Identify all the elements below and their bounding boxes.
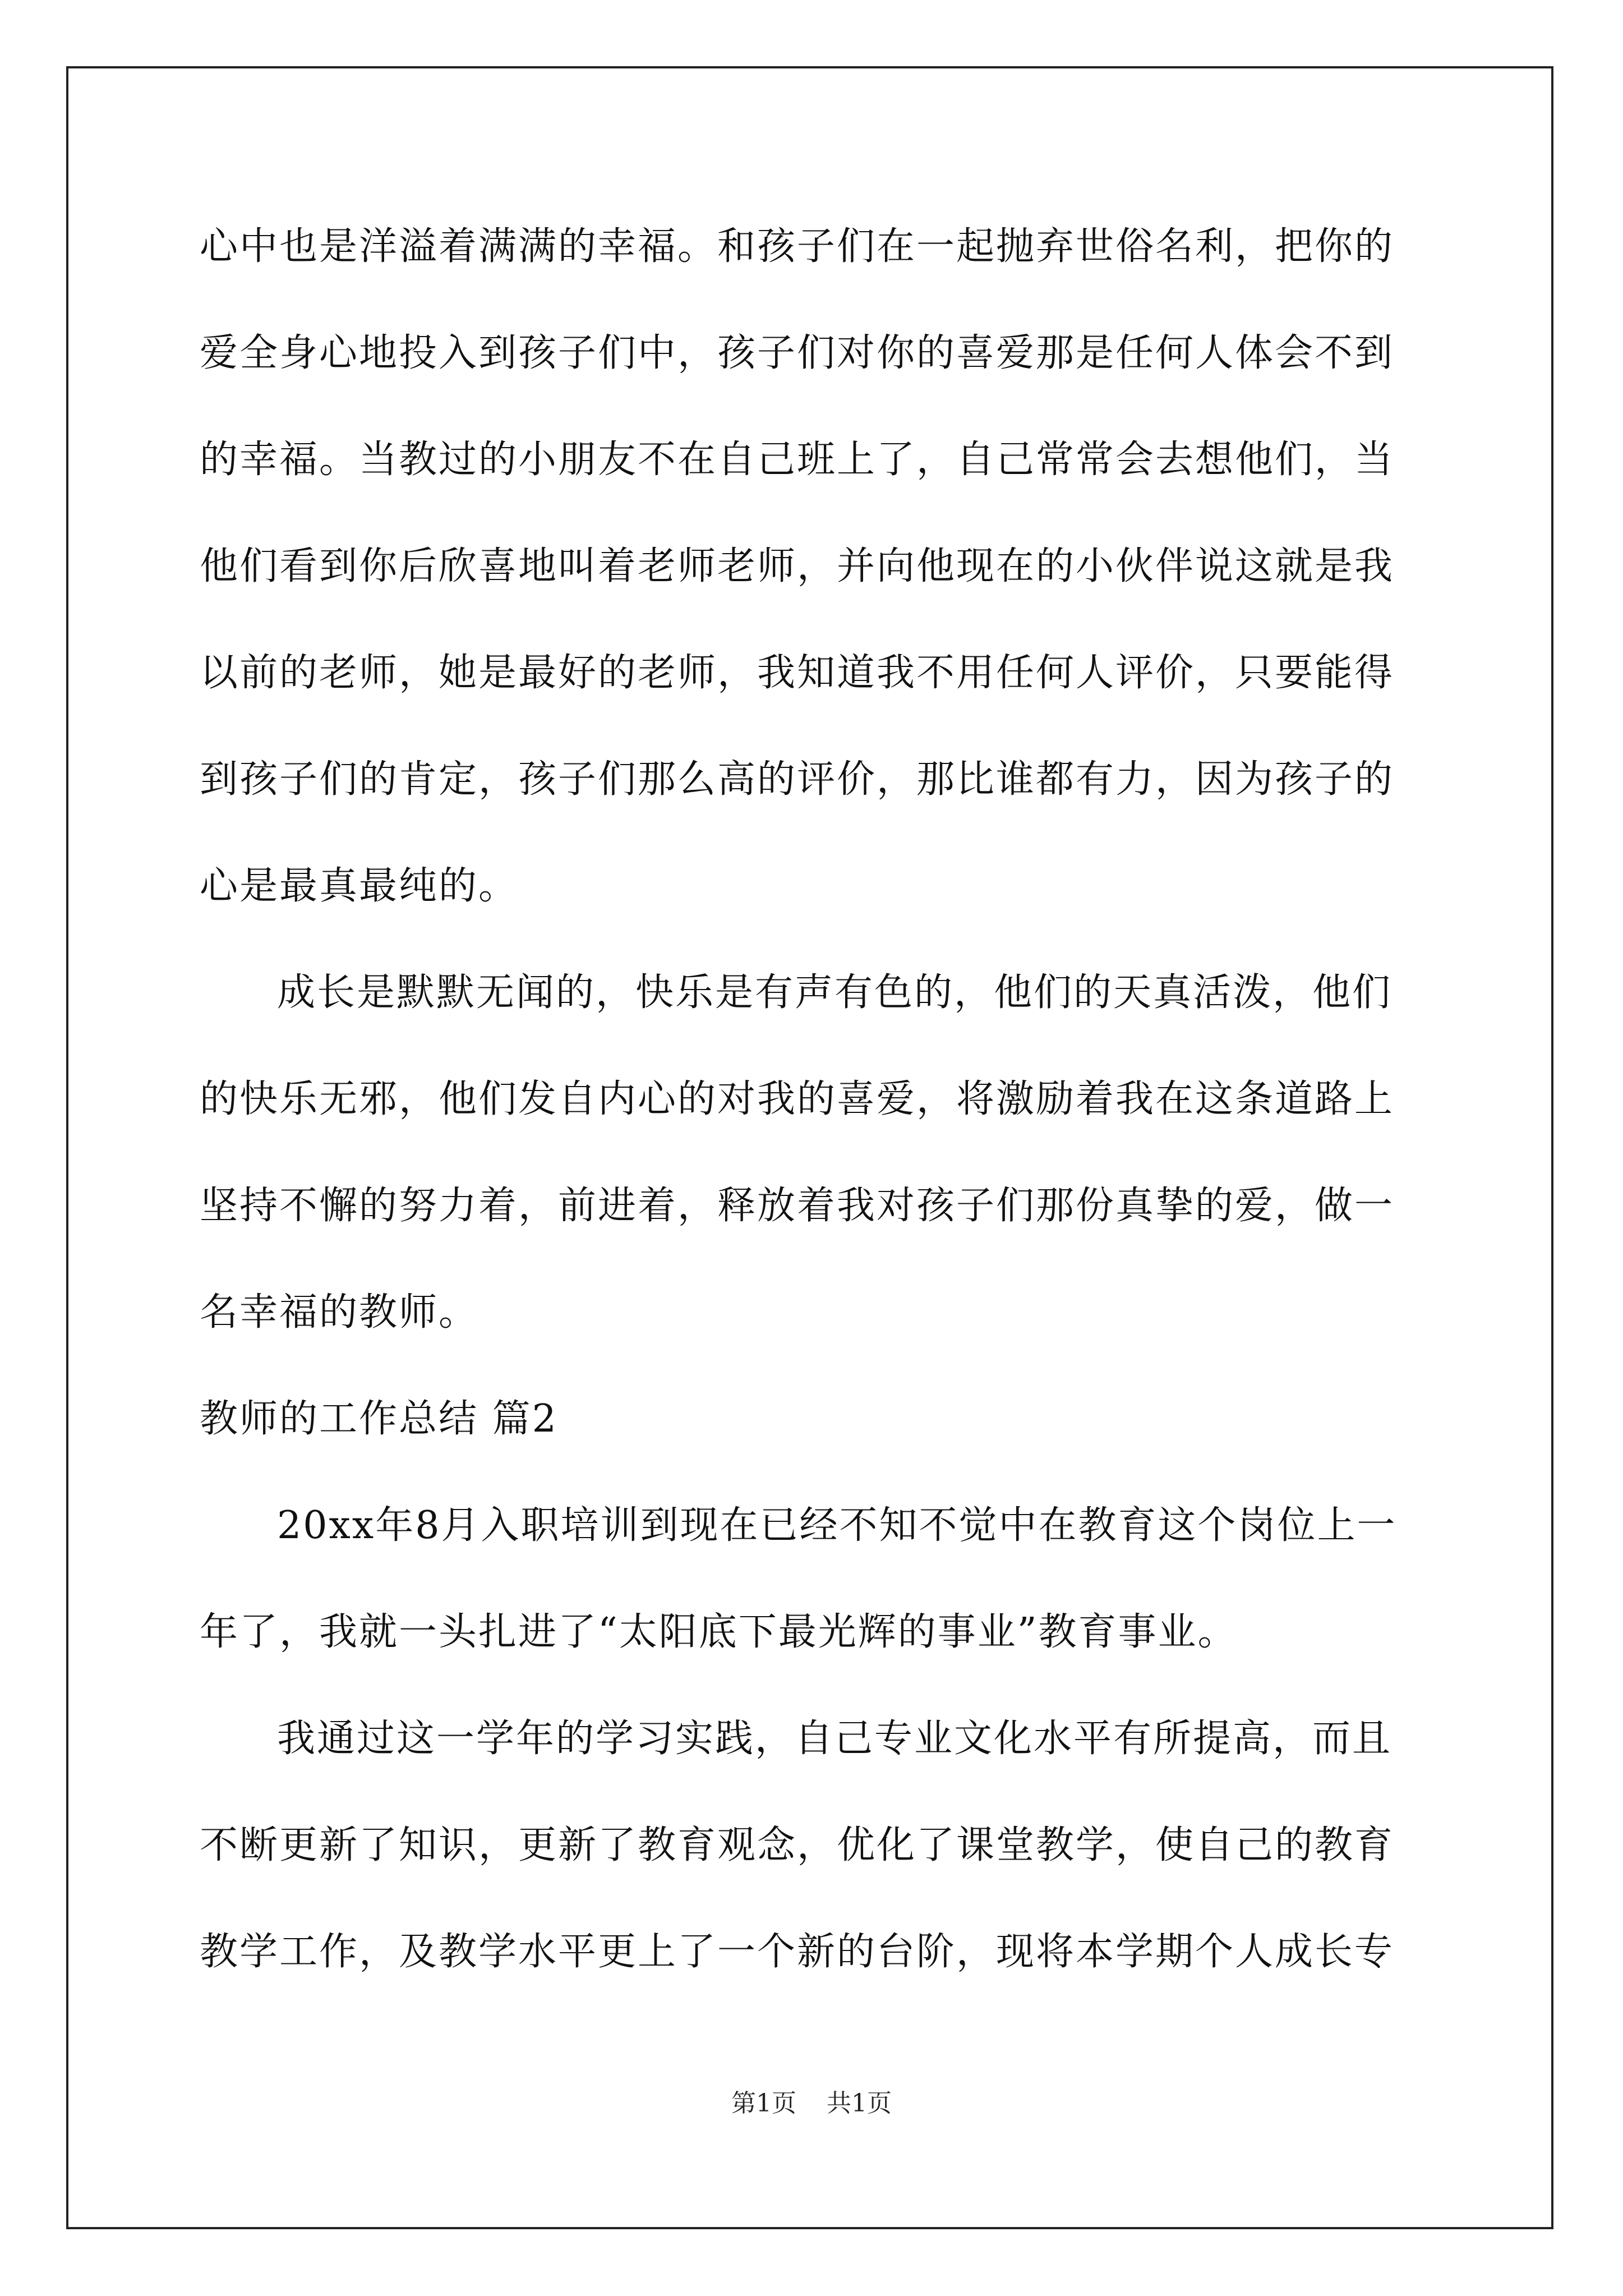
- text-line: 以前的老师，她是最好的老师，我知道我不用任何人评价，只要能得: [200, 651, 1395, 695]
- text-line: 坚持不懈的努力着，前进着，释放着我对孩子们那份真挚的爱，做一: [200, 1184, 1395, 1228]
- text-line: 的幸福。当教过的小朋友不在自己班上了，自己常常会去想他们，当: [200, 438, 1395, 482]
- text-line: 到孩子们的肯定，孩子们那么高的评价，那比谁都有力，因为孩子的: [200, 757, 1395, 802]
- text-line: 爱全身心地投入到孩子们中，孩子们对你的喜爱那是任何人体会不到: [200, 331, 1395, 375]
- page-number-total: 共1页: [827, 2089, 892, 2118]
- text-line: 心中也是洋溢着满满的幸福。和孩子们在一起抛弃世俗名利，把你的: [200, 224, 1395, 269]
- text-line: 年了，我就一头扎进了“太阳底下最光辉的事业”教育事业。: [200, 1610, 1238, 1654]
- document-body: [200, 220, 1433, 2032]
- text-line: 名幸福的教师。: [200, 1290, 479, 1335]
- page-footer: [0, 2087, 1623, 2120]
- paragraph-start-line: 成长是默默无闻的，快乐是有声有色的，他们的天真活泼，他们: [277, 970, 1393, 1015]
- text-line: 心是最真最纯的。: [200, 864, 519, 908]
- paragraph-start-line: 20xx年8月入职培训到现在已经不知不觉中在教育这个岗位上一: [277, 1503, 1397, 1548]
- section-heading: 教师的工作总结 篇2: [200, 1397, 558, 1441]
- text-line: 的快乐无邪，他们发自内心的对我的喜爱，将激励着我在这条道路上: [200, 1077, 1395, 1121]
- text-line: 他们看到你后欣喜地叫着老师老师，并向他现在的小伙伴说这就是我: [200, 544, 1395, 588]
- text-line: 不断更新了知识，更新了教育观念，优化了课堂教学，使自己的教育: [200, 1823, 1395, 1867]
- paragraph-start-line: 我通过这一学年的学习实践，自己专业文化水平有所提高，而且: [277, 1717, 1393, 1761]
- text-line: 教学工作，及教学水平更上了一个新的台阶，现将本学期个人成长专: [200, 1930, 1395, 1974]
- page-number-current: 第1页: [731, 2089, 796, 2118]
